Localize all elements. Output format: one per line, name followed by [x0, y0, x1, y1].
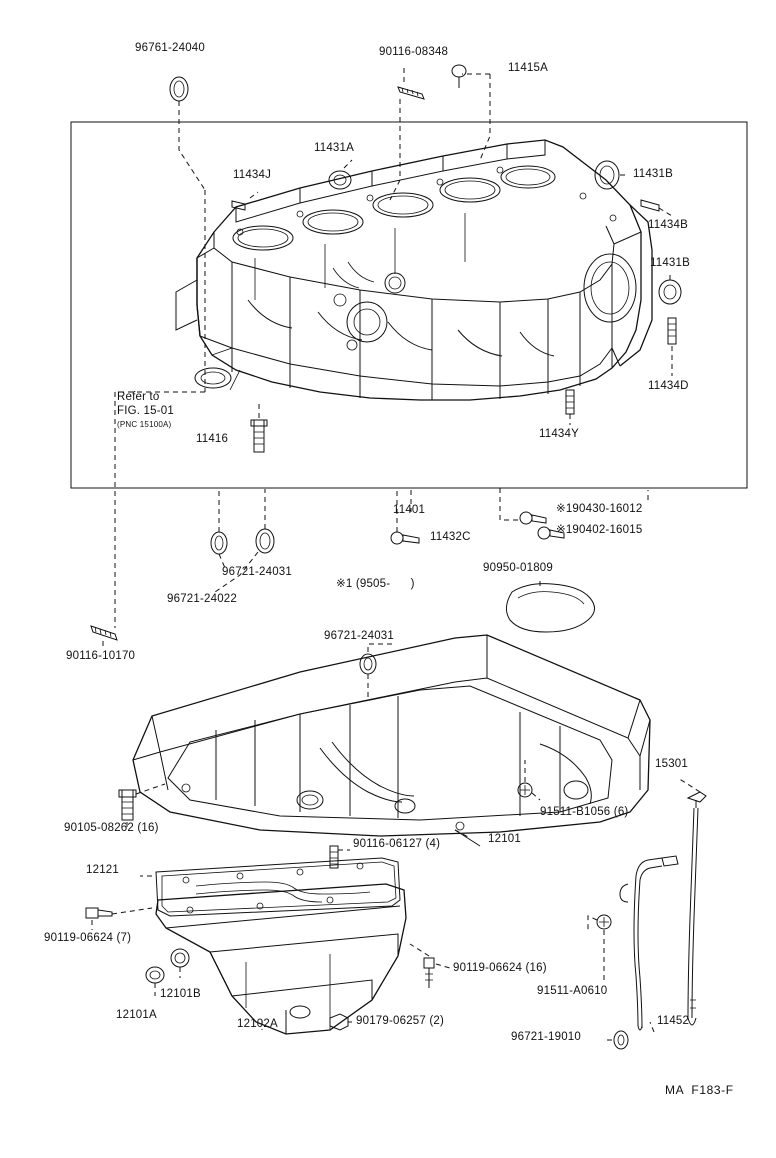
- part-12101B: [171, 949, 189, 967]
- part-11434B: [641, 200, 659, 211]
- dipstick-15301: [688, 792, 706, 1025]
- cylinder-bore: [440, 178, 500, 202]
- part-90950-01809: [506, 584, 594, 632]
- part-12101A: [146, 967, 164, 983]
- label-11431A: 11431A: [314, 142, 354, 154]
- label-11434J: 11434J: [233, 169, 272, 181]
- part-oring-96721-24031-a: [211, 532, 227, 554]
- part-oring-96721-24022: [256, 529, 274, 553]
- label-11434Y: 11434Y: [539, 428, 579, 440]
- label-11431B-mid: 11431B: [650, 257, 690, 269]
- part-90119-06624-left: [86, 908, 112, 918]
- part-11416: [251, 420, 267, 452]
- sheet-code: MA F183-F: [665, 1083, 734, 1097]
- label-96721-24031-b: 96721-24031: [324, 630, 394, 642]
- cylinder-bore: [373, 193, 433, 217]
- part-90105-08262: [119, 790, 136, 820]
- label-90116-06127: 90116-06127 (4): [353, 838, 441, 850]
- label-96721-19010: 96721-19010: [511, 1031, 581, 1043]
- note-190402-16015: ※190402-16015: [556, 524, 643, 536]
- note-190430-16012: ※190430-16012: [556, 503, 643, 515]
- label-96721-24022: 96721-24022: [167, 593, 237, 605]
- part-190430-16012: [520, 512, 546, 524]
- part-stud-90116-08348: [398, 87, 424, 99]
- note-star: ※1 (9505- ): [336, 578, 415, 590]
- label-12101A: 12101A: [116, 1009, 157, 1021]
- label-90950-01809: 90950-01809: [483, 562, 553, 574]
- part-11415A: [452, 65, 466, 88]
- front-boss: [195, 368, 231, 388]
- label-90116-10170: 90116-10170: [66, 650, 136, 662]
- part-90116-10170: [91, 626, 117, 640]
- part-oring-96761: [170, 77, 188, 101]
- label-11434D: 11434D: [648, 380, 689, 392]
- cylinder-bore: [303, 210, 363, 234]
- dipstick-tube-11452: [620, 856, 678, 1030]
- label-90179-06257: 90179-06257 (2): [356, 1015, 445, 1027]
- part-90179-06257: [330, 1014, 348, 1030]
- label-91511-A0610: 91511-A0610: [537, 985, 608, 997]
- label-11432C: 11432C: [430, 531, 471, 543]
- block-boss: [347, 302, 387, 342]
- part-91511-A0610: [597, 915, 611, 929]
- drain-plug-boss: [290, 1006, 310, 1018]
- label-11415A: 11415A: [508, 62, 548, 74]
- part-11432C: [391, 532, 419, 544]
- part-11434Y: [566, 390, 574, 414]
- label-11434B: 11434B: [648, 219, 688, 231]
- label-96721-24031-a: 96721-24031: [222, 566, 292, 578]
- label-11452: 11452: [657, 1015, 690, 1027]
- label-11431B-top: 11431B: [633, 168, 673, 180]
- part-11431B-mid: [659, 280, 681, 304]
- label-12121: 12121: [86, 864, 119, 876]
- part-91511-B1056: [518, 783, 532, 797]
- rear-seal-bore: [584, 254, 636, 322]
- label-11401: 11401: [393, 504, 426, 516]
- note-refer-line3: (PNC 15100A): [117, 420, 172, 429]
- part-90119-06624-right: [424, 958, 434, 988]
- label-12101: 12101: [488, 833, 521, 845]
- label-90119-06624-16: 90119-06624 (16): [453, 962, 547, 974]
- note-refer-line2: FIG. 15-01: [117, 405, 174, 417]
- oil-pan-gasket: [156, 858, 400, 916]
- label-11416: 11416: [196, 433, 229, 445]
- label-15301: 15301: [655, 758, 688, 770]
- label-96761-24040: 96761-24040: [135, 42, 205, 54]
- label-12101B: 12101B: [160, 988, 201, 1000]
- part-oring-96721-19010: [614, 1031, 628, 1049]
- note-refer-line1: Refer to: [117, 391, 160, 403]
- label-90119-06624-7: 90119-06624 (7): [44, 932, 132, 944]
- label-90116-08348: 90116-08348: [379, 46, 449, 58]
- label-12102A: 12102A: [237, 1018, 278, 1030]
- label-90105-08262: 90105-08262 (16): [64, 822, 159, 834]
- part-11434D: [668, 318, 676, 344]
- label-91511-B1056: 91511-B1056 (6): [540, 806, 629, 818]
